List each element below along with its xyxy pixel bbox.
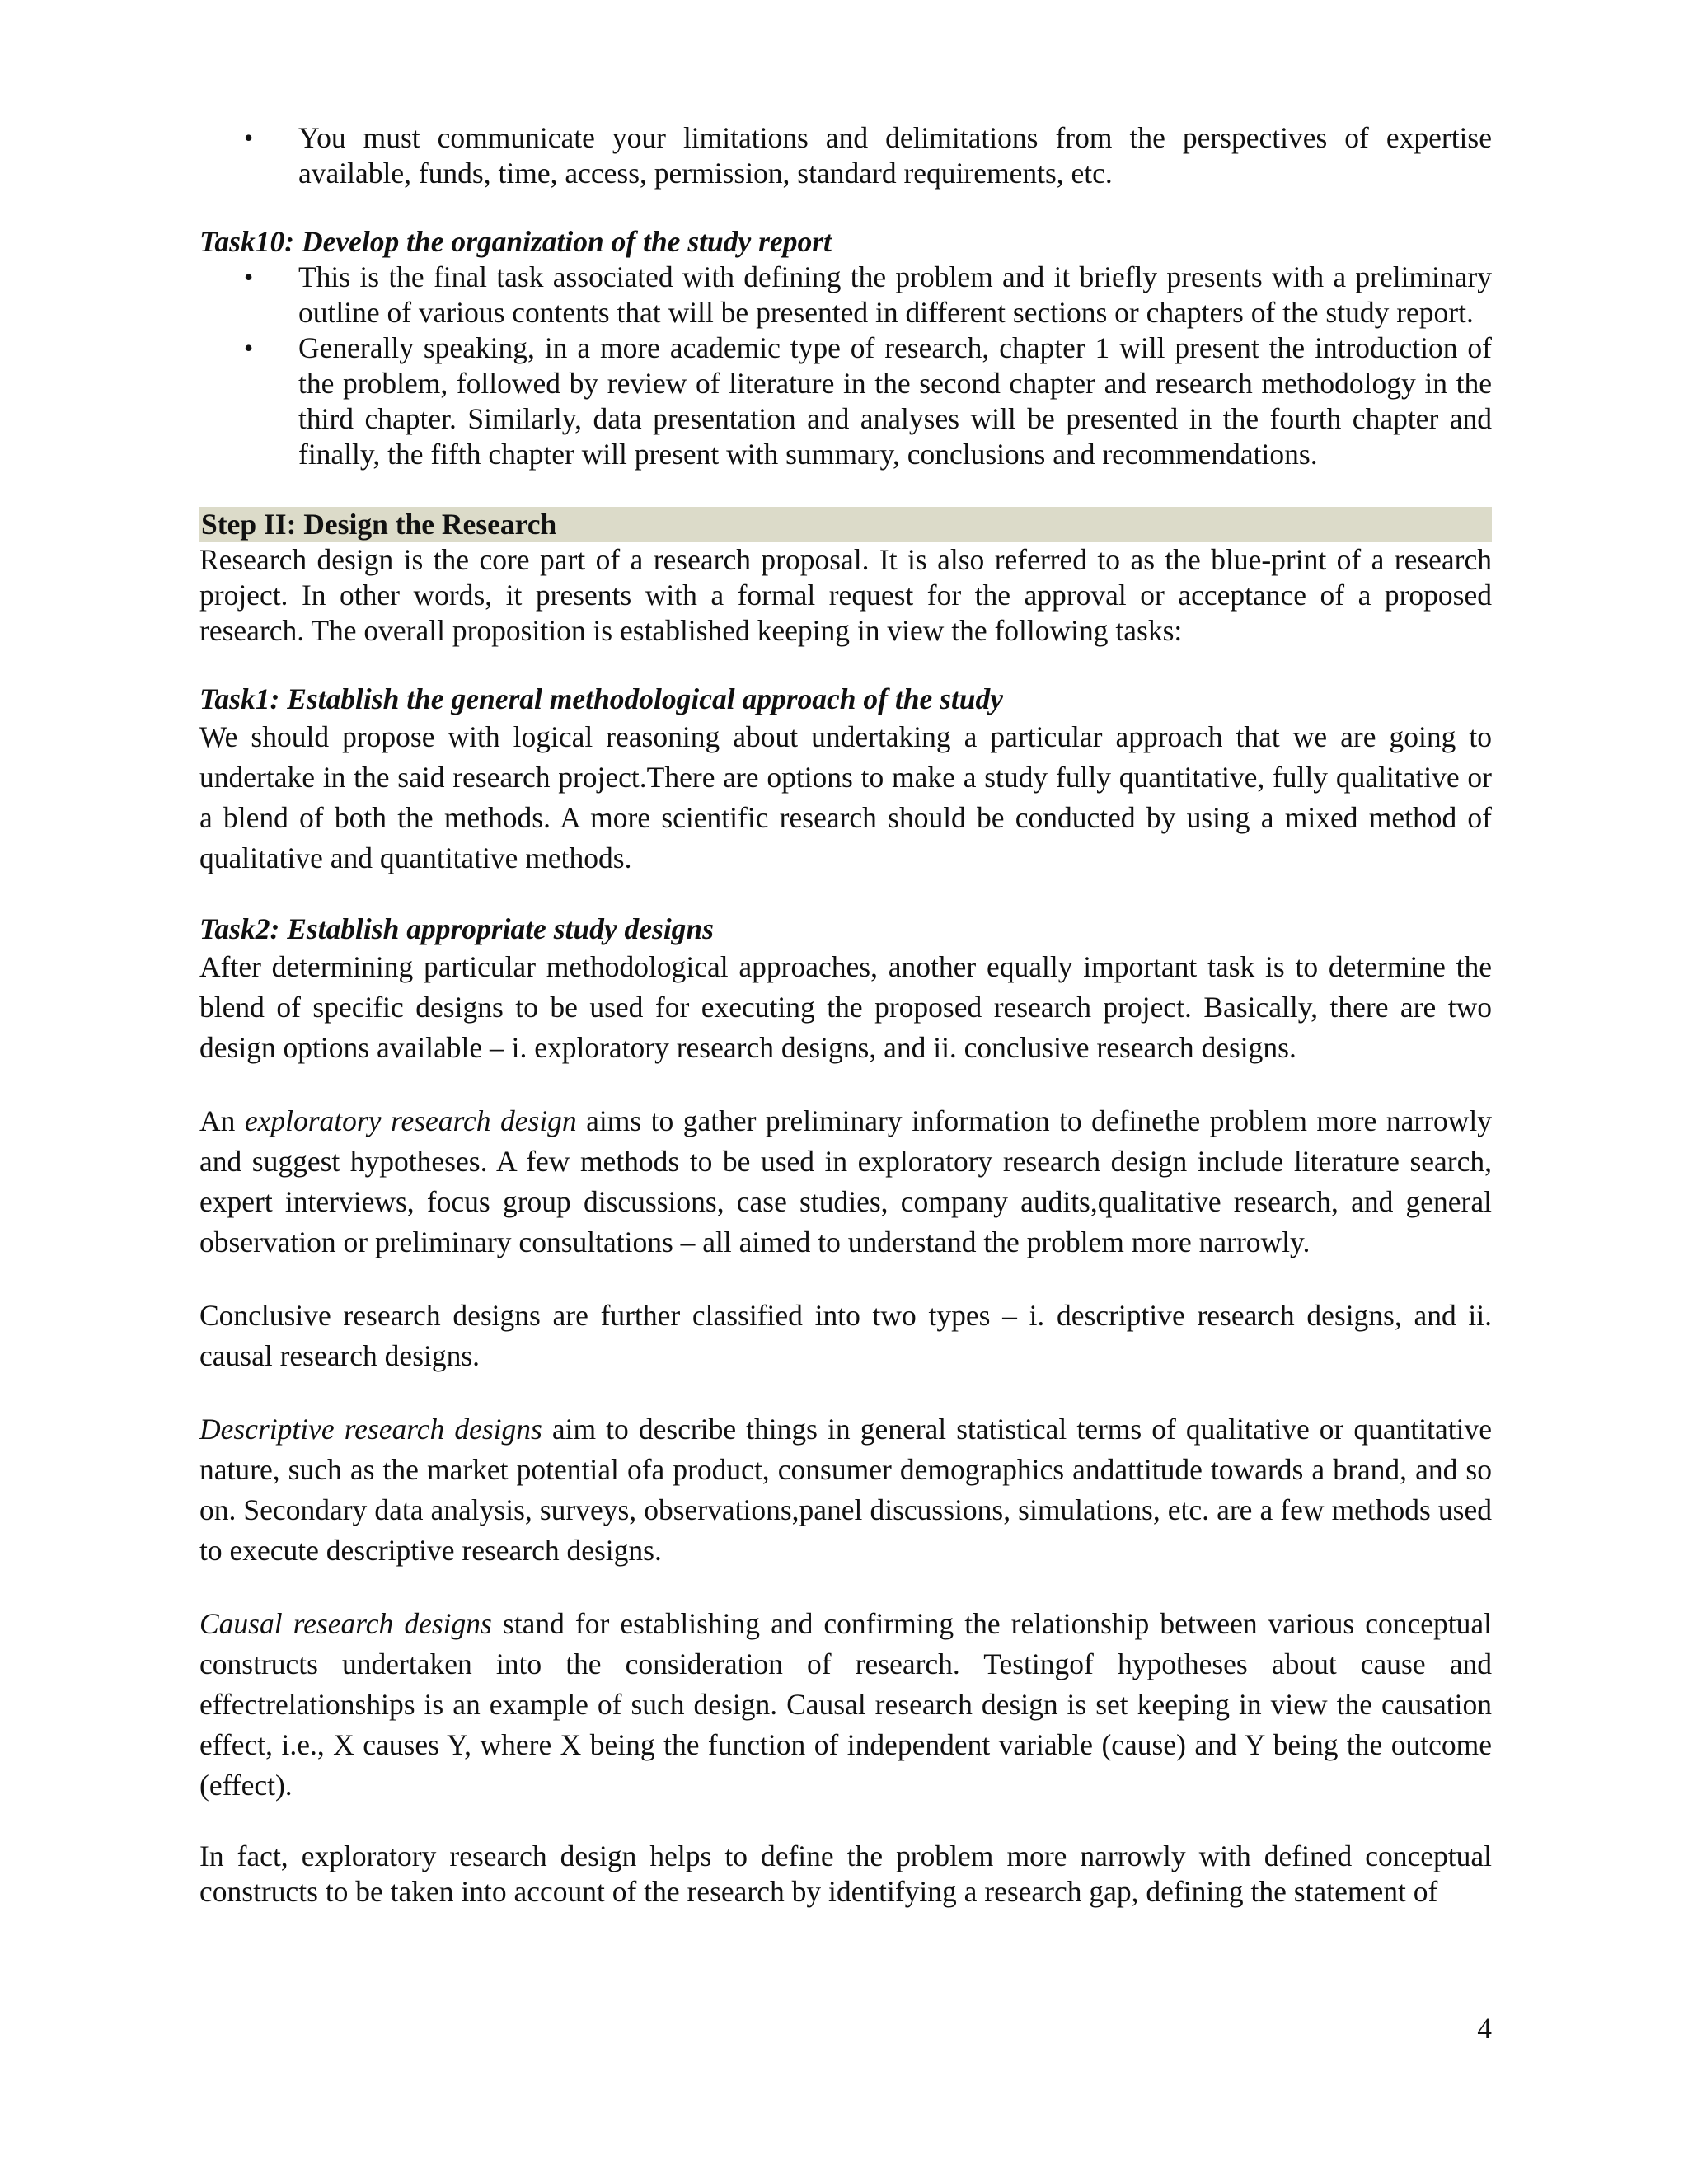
document-page [199, 120, 1492, 1910]
task10-heading: Task10: Develop the organization of the study report [199, 225, 832, 258]
bullet-icon: • [244, 333, 254, 363]
bullet-icon: • [244, 123, 254, 152]
list-item [199, 120, 1492, 191]
task1-paragraph: We should propose with logical reasoning about undertaking a particular approach that we are going to undertake in the said research project.There are options to make a study fully quantitative, fully qualitative or a blend of both the methods. A more scientific research should be conducted by using a mixed method of qualitative and quantitative methods. [199, 720, 1492, 874]
bullet-icon: • [244, 262, 254, 292]
task2-heading: Task2: Establish appropriate study designs [199, 912, 714, 945]
descriptive-body: aim to describe things in general statistical terms of qualitative or quantitative nature, such as the market potential ofa product, consumer demographics andattitude towards a brand, and so on. Secondary data analysis, surveys, observations,panel discussions, simulations, etc. are a few methods used to execute descriptive research designs. [199, 1413, 1492, 1567]
exploratory-term: exploratory research design [244, 1104, 577, 1137]
section-heading-step2: Step II: Design the Research [199, 507, 1492, 542]
task10-bullet-list [199, 260, 1492, 472]
exploratory-lead: An [199, 1104, 236, 1137]
causal-body: stand for establishing and confirming the relationship between various conceptual constructs undertaken into the consideration of research. Testingof hypotheses about cause and effectrelationships is an example of such design. Causal research design is set keeping in view the causation effect, i.e., X causes Y, where X being the function of independent variable (cause) and Y being the outcome (effect). [199, 1607, 1493, 1802]
conclusive-paragraph: Conclusive research designs are further classified into two types – i. descriptive research designs, and ii. causal research designs. [199, 1299, 1492, 1372]
list-item-text: Generally speaking, in a more academic type of research, chapter 1 will present the introduction of the problem, followed by review of literature in the second chapter and research methodology in the third chapter. Similarly, data presentation and analyses will be presented in the fourth chapter and finally, the fifth chapter will present with summary, conclusions and recommendations. [298, 331, 1492, 471]
list-item [199, 260, 1492, 330]
list-item [199, 330, 1492, 472]
descriptive-paragraph [199, 1409, 1492, 1571]
causal-paragraph [199, 1604, 1492, 1806]
exploratory-paragraph [199, 1101, 1492, 1263]
list-item-text: This is the final task associated with defining the problem and it briefly presents with a preliminary outline of various contents that will be presented in different sections or chapters of the study report. [298, 260, 1492, 329]
causal-term: Causal research designs [199, 1607, 492, 1640]
task2-paragraph: After determining particular methodological approaches, another equally important task is to determine the blend of specific designs to be used for executing the proposed research project. Basically, there are two design options available – i. exploratory research designs, and ii. conclusive research designs. [199, 950, 1492, 1064]
list-item-text: You must communicate your limitations and delimitations from the perspectives of expertise available, funds, time, access, permission, standard requirements, etc. [298, 121, 1492, 190]
descriptive-term: Descriptive research designs [199, 1413, 542, 1446]
bullet-list-top [199, 120, 1492, 191]
exploratory-body: aims to gather preliminary information to definethe problem more narrowly and suggest hypotheses. A few methods to be used in exploratory research design include literature search, expert interviews, focus group discussions, case studies, company audits,qualitative research, and general observation or preliminary consultations – all aimed to understand the problem more narrowly. [199, 1104, 1492, 1258]
task1-heading: Task1: Establish the general methodological approach of the study [199, 682, 1004, 715]
infact-paragraph: In fact, exploratory research design helps to define the problem more narrowly with defined conceptual constructs to be taken into account of the research by identifying a research gap, defining the statement of [199, 1840, 1492, 1908]
page-number: 4 [1477, 2012, 1492, 2045]
step2-intro-paragraph: Research design is the core part of a research proposal. It is also referred to as the blue-print of a research project. In other words, it presents with a formal request for the approval or acceptance of a proposed research. The overall proposition is established keeping in view the following tasks: [199, 543, 1492, 647]
